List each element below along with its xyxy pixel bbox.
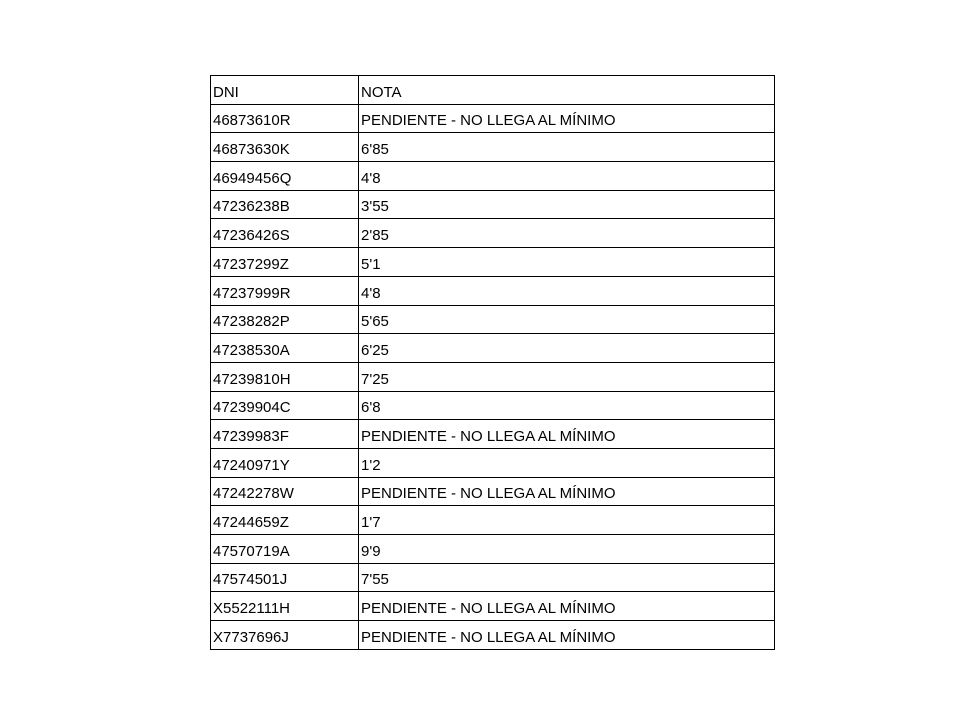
table-row xyxy=(211,104,775,133)
nota-cell: PENDIENTE - NO LLEGA AL MÍNIMO xyxy=(359,621,775,650)
nota-cell: 2'85 xyxy=(359,219,775,248)
table-row xyxy=(211,535,775,564)
header-dni: DNI xyxy=(211,76,359,105)
dni-cell: 46873610R xyxy=(211,104,359,133)
table-row xyxy=(211,276,775,305)
nota-cell: 7'55 xyxy=(359,563,775,592)
nota-cell: 5'1 xyxy=(359,248,775,277)
dni-cell: X7737696J xyxy=(211,621,359,650)
dni-cell: 47244659Z xyxy=(211,506,359,535)
dni-cell: 47238530A xyxy=(211,334,359,363)
nota-cell: 4'8 xyxy=(359,276,775,305)
table-row xyxy=(211,420,775,449)
dni-cell: 47239810H xyxy=(211,362,359,391)
nota-cell: 7'25 xyxy=(359,362,775,391)
dni-cell: 47238282P xyxy=(211,305,359,334)
nota-cell: 1'2 xyxy=(359,448,775,477)
table-row xyxy=(211,477,775,506)
nota-cell: 9'9 xyxy=(359,535,775,564)
table-row xyxy=(211,563,775,592)
table-header-row xyxy=(211,76,775,105)
table-row xyxy=(211,448,775,477)
nota-cell: PENDIENTE - NO LLEGA AL MÍNIMO xyxy=(359,420,775,449)
table-row xyxy=(211,219,775,248)
nota-cell: 1'7 xyxy=(359,506,775,535)
nota-cell: PENDIENTE - NO LLEGA AL MÍNIMO xyxy=(359,104,775,133)
dni-cell: 47236238B xyxy=(211,190,359,219)
dni-cell: 47236426S xyxy=(211,219,359,248)
nota-cell: 3'55 xyxy=(359,190,775,219)
nota-cell: 6'8 xyxy=(359,391,775,420)
table-row xyxy=(211,248,775,277)
table-row xyxy=(211,621,775,650)
grades-table xyxy=(210,75,775,650)
nota-cell: 5'65 xyxy=(359,305,775,334)
dni-cell: 47237299Z xyxy=(211,248,359,277)
table-row xyxy=(211,190,775,219)
dni-cell: 47239904C xyxy=(211,391,359,420)
grades-table-body xyxy=(211,76,775,650)
table-row xyxy=(211,334,775,363)
dni-cell: 47240971Y xyxy=(211,448,359,477)
table-row xyxy=(211,305,775,334)
dni-cell: 47574501J xyxy=(211,563,359,592)
nota-cell: PENDIENTE - NO LLEGA AL MÍNIMO xyxy=(359,477,775,506)
dni-cell: 46949456Q xyxy=(211,162,359,191)
table-row xyxy=(211,162,775,191)
dni-cell: 47242278W xyxy=(211,477,359,506)
dni-cell: 47239983F xyxy=(211,420,359,449)
nota-cell: PENDIENTE - NO LLEGA AL MÍNIMO xyxy=(359,592,775,621)
header-nota: NOTA xyxy=(359,76,775,105)
table-row xyxy=(211,362,775,391)
dni-cell: 46873630K xyxy=(211,133,359,162)
table-row xyxy=(211,133,775,162)
table-row xyxy=(211,391,775,420)
table-row xyxy=(211,592,775,621)
dni-cell: 47237999R xyxy=(211,276,359,305)
table-row xyxy=(211,506,775,535)
nota-cell: 6'85 xyxy=(359,133,775,162)
nota-cell: 6'25 xyxy=(359,334,775,363)
dni-cell: X5522111H xyxy=(211,592,359,621)
dni-cell: 47570719A xyxy=(211,535,359,564)
nota-cell: 4'8 xyxy=(359,162,775,191)
